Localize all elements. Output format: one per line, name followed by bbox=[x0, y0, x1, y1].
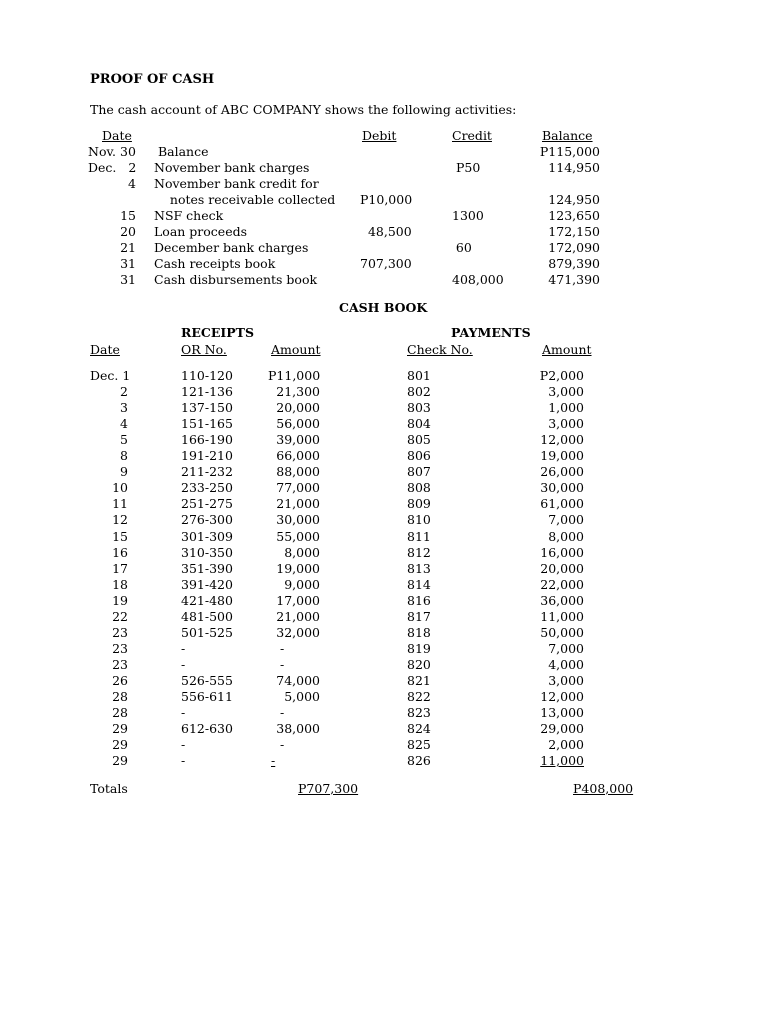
activity-balance: 172,090 bbox=[548, 240, 600, 255]
cash-book-row bbox=[0, 384, 768, 400]
cash-book-row bbox=[0, 448, 768, 464]
cb-check-no: 809 bbox=[407, 496, 431, 511]
cb-receipt-amount: 21,000 bbox=[276, 609, 320, 624]
cash-book-row bbox=[0, 689, 768, 705]
cb-date: 5 bbox=[120, 432, 128, 447]
cb-payment-amount: 11,000 bbox=[540, 753, 584, 768]
cb-date: 17 bbox=[112, 561, 128, 576]
activity-balance: 114,950 bbox=[548, 160, 600, 175]
cb-receipt-amount: 17,000 bbox=[276, 593, 320, 608]
cb-or-no: 166-190 bbox=[181, 432, 233, 447]
totals-row bbox=[0, 781, 768, 797]
cb-check-no: 810 bbox=[407, 512, 431, 527]
cb-check-no: 817 bbox=[407, 609, 431, 624]
activity-date: 31 bbox=[120, 272, 136, 287]
cb-check-no: 820 bbox=[407, 657, 431, 672]
cb-check-no: 801 bbox=[407, 368, 431, 383]
cb-check-no: 823 bbox=[407, 705, 431, 720]
cb-receipt-amount: - bbox=[280, 657, 285, 672]
cb-check-no: 811 bbox=[407, 529, 431, 544]
cb-or-no: - bbox=[181, 753, 186, 768]
cb-receipt-amount: 74,000 bbox=[276, 673, 320, 688]
cb-receipt-amount: - bbox=[271, 753, 276, 768]
cb-receipt-amount: 56,000 bbox=[276, 416, 320, 431]
cb-or-no: 501-525 bbox=[181, 625, 233, 640]
cb-or-no: 121-136 bbox=[181, 384, 233, 399]
cb-date: 23 bbox=[112, 641, 128, 656]
cb-or-no: - bbox=[181, 705, 186, 720]
cb-or-no: 191-210 bbox=[181, 448, 233, 463]
cb-check-no: 821 bbox=[407, 673, 431, 688]
payments-label: PAYMENTS bbox=[451, 325, 531, 340]
cash-book-header bbox=[0, 342, 768, 358]
cb-check-no: 825 bbox=[407, 737, 431, 752]
cb-payment-amount: 3,000 bbox=[548, 673, 584, 688]
cb-date: 4 bbox=[120, 416, 128, 431]
activity-credit: P50 bbox=[456, 160, 481, 175]
activity-debit-header: Debit bbox=[362, 128, 397, 143]
cb-or-no: 276-300 bbox=[181, 512, 233, 527]
total-receipts: P707,300 bbox=[298, 781, 359, 796]
cb-date: 11 bbox=[112, 496, 128, 511]
cb-check-no: 819 bbox=[407, 641, 431, 656]
cb-or-no: 481-500 bbox=[181, 609, 233, 624]
cb-check-no: 808 bbox=[407, 480, 431, 495]
activity-date: 15 bbox=[120, 208, 136, 223]
cb-date: 29 bbox=[112, 753, 128, 768]
cb-or-no: 421-480 bbox=[181, 593, 233, 608]
cb-payment-amount: 3,000 bbox=[548, 416, 584, 431]
cb-or-no: - bbox=[181, 641, 186, 656]
activity-date-header: Date bbox=[102, 128, 132, 143]
cash-book-row bbox=[0, 464, 768, 480]
activity-desc: NSF check bbox=[154, 208, 224, 223]
activity-date: Nov. 30 bbox=[88, 144, 136, 159]
activity-balance-header: Balance bbox=[542, 128, 593, 143]
cb-date: 29 bbox=[112, 721, 128, 736]
cb-payment-amount: 20,000 bbox=[540, 561, 584, 576]
activity-balance: 471,390 bbox=[548, 272, 600, 287]
cb-check-header: Check No. bbox=[407, 342, 473, 357]
activity-debit: 707,300 bbox=[360, 256, 412, 271]
cb-payment-amount: 12,000 bbox=[540, 432, 584, 447]
cb-date: 16 bbox=[112, 545, 128, 560]
activity-credit: 1300 bbox=[452, 208, 484, 223]
cb-receipt-amount: 38,000 bbox=[276, 721, 320, 736]
activity-desc: December bank charges bbox=[154, 240, 309, 255]
cb-or-no: 391-420 bbox=[181, 577, 233, 592]
cash-book-title: CASH BOOK bbox=[339, 300, 428, 315]
cb-or-no: 526-555 bbox=[181, 673, 233, 688]
cb-receipt-amount: 21,000 bbox=[276, 496, 320, 511]
cb-receipt-amount: 66,000 bbox=[276, 448, 320, 463]
activity-row bbox=[0, 272, 768, 288]
cb-or-no: - bbox=[181, 737, 186, 752]
cb-or-no: 211-232 bbox=[181, 464, 233, 479]
activity-debit: 48,500 bbox=[360, 224, 412, 239]
activity-row bbox=[0, 240, 768, 256]
cb-receipt-amount: - bbox=[280, 705, 285, 720]
cb-check-no: 805 bbox=[407, 432, 431, 447]
cash-book-row bbox=[0, 609, 768, 625]
cb-receipt-amount: 88,000 bbox=[276, 464, 320, 479]
cb-receipt-amount: 21,300 bbox=[276, 384, 320, 399]
cb-or-no: 110-120 bbox=[181, 368, 233, 383]
intro-text: The cash account of ABC COMPANY shows the following activities: bbox=[90, 102, 517, 117]
cash-book-row bbox=[0, 545, 768, 561]
cb-date: 28 bbox=[112, 689, 128, 704]
activity-date: 4 bbox=[128, 176, 136, 191]
cb-date: 3 bbox=[120, 400, 128, 415]
activity-desc: November bank credit for bbox=[154, 176, 319, 191]
cb-date: 8 bbox=[120, 448, 128, 463]
cash-book-row bbox=[0, 480, 768, 496]
cb-date: 19 bbox=[112, 593, 128, 608]
activity-balance: 124,950 bbox=[548, 192, 600, 207]
cb-date: 29 bbox=[112, 737, 128, 752]
cb-receipt-amount: 55,000 bbox=[276, 529, 320, 544]
activity-credit: 60 bbox=[440, 240, 472, 255]
cb-receipt-amount: - bbox=[280, 641, 285, 656]
cb-payment-amount: 4,000 bbox=[548, 657, 584, 672]
cb-receipt-amount: 77,000 bbox=[276, 480, 320, 495]
cash-book-row bbox=[0, 673, 768, 689]
cb-date: 2 bbox=[120, 384, 128, 399]
cb-payment-amount: 61,000 bbox=[540, 496, 584, 511]
activity-desc: November bank charges bbox=[154, 160, 310, 175]
activity-desc: Cash disbursements book bbox=[154, 272, 318, 287]
cb-or-no: 612-630 bbox=[181, 721, 233, 736]
activity-credit-header: Credit bbox=[452, 128, 492, 143]
cb-payment-amount: 19,000 bbox=[540, 448, 584, 463]
cb-check-no: 813 bbox=[407, 561, 431, 576]
activity-desc: Loan proceeds bbox=[154, 224, 248, 239]
cash-book-row bbox=[0, 561, 768, 577]
activity-row bbox=[0, 224, 768, 240]
cb-payment-amount: 3,000 bbox=[548, 384, 584, 399]
cb-date: 18 bbox=[112, 577, 128, 592]
cb-payment-amount: 2,000 bbox=[548, 737, 584, 752]
cb-receipt-amount: 8,000 bbox=[284, 545, 320, 560]
cb-amount-header: Amount bbox=[271, 342, 321, 357]
cb-payment-amount-header: Amount bbox=[542, 342, 592, 357]
activity-row bbox=[0, 256, 768, 272]
cb-receipt-amount: 32,000 bbox=[276, 625, 320, 640]
cash-book-row bbox=[0, 529, 768, 545]
cb-receipt-amount: 30,000 bbox=[276, 512, 320, 527]
cb-receipt-amount: P11,000 bbox=[268, 368, 321, 383]
cb-check-no: 804 bbox=[407, 416, 431, 431]
cash-book-row bbox=[0, 721, 768, 737]
cash-book-row bbox=[0, 753, 768, 769]
cb-check-no: 814 bbox=[407, 577, 431, 592]
cb-check-no: 826 bbox=[407, 753, 431, 768]
activity-row bbox=[0, 208, 768, 224]
cb-or-no: - bbox=[181, 657, 186, 672]
cb-or-no: 151-165 bbox=[181, 416, 233, 431]
total-payments: P408,000 bbox=[573, 781, 634, 796]
cash-book-row bbox=[0, 641, 768, 657]
cash-book-row bbox=[0, 416, 768, 432]
cb-date: 23 bbox=[112, 657, 128, 672]
cb-or-no: 251-275 bbox=[181, 496, 233, 511]
cb-receipt-amount: 5,000 bbox=[284, 689, 320, 704]
cb-date: 22 bbox=[112, 609, 128, 624]
cb-payment-amount: 26,000 bbox=[540, 464, 584, 479]
cb-payment-amount: 11,000 bbox=[540, 609, 584, 624]
cb-receipt-amount: 20,000 bbox=[276, 400, 320, 415]
cb-or-no: 137-150 bbox=[181, 400, 233, 415]
cb-check-no: 822 bbox=[407, 689, 431, 704]
cb-date: Dec. 1 bbox=[90, 368, 131, 383]
activity-date: Dec. 2 bbox=[88, 160, 137, 175]
cb-check-no: 803 bbox=[407, 400, 431, 415]
activity-date: 21 bbox=[120, 240, 136, 255]
cb-payment-amount: 12,000 bbox=[540, 689, 584, 704]
cash-book-row bbox=[0, 625, 768, 641]
activity-row bbox=[0, 144, 768, 160]
cash-book-row bbox=[0, 657, 768, 673]
cb-or-no: 310-350 bbox=[181, 545, 233, 560]
cash-book-row bbox=[0, 593, 768, 609]
activity-balance: P115,000 bbox=[539, 144, 600, 159]
cb-or-no: 301-309 bbox=[181, 529, 233, 544]
activity-balance: 123,650 bbox=[548, 208, 600, 223]
cb-check-no: 816 bbox=[407, 593, 431, 608]
cash-book-row bbox=[0, 737, 768, 753]
activity-credit: 408,000 bbox=[452, 272, 504, 287]
activity-balance: 172,150 bbox=[548, 224, 600, 239]
receipts-label: RECEIPTS bbox=[181, 325, 254, 340]
cash-book-row bbox=[0, 512, 768, 528]
cb-check-no: 807 bbox=[407, 464, 431, 479]
cash-book-row bbox=[0, 577, 768, 593]
cb-payment-amount: 29,000 bbox=[540, 721, 584, 736]
cb-payment-amount: 7,000 bbox=[548, 641, 584, 656]
cb-receipt-amount: - bbox=[280, 737, 285, 752]
cb-payment-amount: 22,000 bbox=[540, 577, 584, 592]
activity-header bbox=[0, 128, 768, 144]
cb-payment-amount: 8,000 bbox=[548, 529, 584, 544]
cb-or-no: 233-250 bbox=[181, 480, 233, 495]
cb-receipt-amount: 19,000 bbox=[276, 561, 320, 576]
cb-payment-amount: 30,000 bbox=[540, 480, 584, 495]
cb-receipt-amount: 39,000 bbox=[276, 432, 320, 447]
cb-check-no: 802 bbox=[407, 384, 431, 399]
activity-date: 31 bbox=[120, 256, 136, 271]
cb-payment-amount: 1,000 bbox=[548, 400, 584, 415]
page-title: PROOF OF CASH bbox=[90, 72, 215, 87]
cb-receipt-amount: 9,000 bbox=[284, 577, 320, 592]
cb-check-no: 818 bbox=[407, 625, 431, 640]
cb-date: 12 bbox=[112, 512, 128, 527]
cb-payment-amount: 16,000 bbox=[540, 545, 584, 560]
activity-row bbox=[0, 176, 768, 192]
cash-book-row bbox=[0, 496, 768, 512]
cb-date: 15 bbox=[112, 529, 128, 544]
activity-desc: notes receivable collected bbox=[154, 192, 336, 207]
cb-date: 28 bbox=[112, 705, 128, 720]
activity-date: 20 bbox=[120, 224, 136, 239]
cb-or-no: 351-390 bbox=[181, 561, 233, 576]
cb-payment-amount: 36,000 bbox=[540, 593, 584, 608]
cash-book-row bbox=[0, 368, 768, 384]
cb-or-no: 556-611 bbox=[181, 689, 233, 704]
cb-payment-amount: P2,000 bbox=[539, 368, 584, 383]
activity-debit: P10,000 bbox=[360, 192, 413, 207]
activity-row bbox=[0, 160, 768, 176]
cb-check-no: 812 bbox=[407, 545, 431, 560]
totals-label: Totals bbox=[90, 781, 128, 796]
cb-check-no: 806 bbox=[407, 448, 431, 463]
cb-check-no: 824 bbox=[407, 721, 431, 736]
cash-book-row bbox=[0, 400, 768, 416]
cb-date: 23 bbox=[112, 625, 128, 640]
activity-desc: Cash receipts book bbox=[154, 256, 276, 271]
cb-payment-amount: 7,000 bbox=[548, 512, 584, 527]
cb-payment-amount: 50,000 bbox=[540, 625, 584, 640]
cb-date: 26 bbox=[112, 673, 128, 688]
cb-date-header: Date bbox=[90, 342, 120, 357]
activity-row bbox=[0, 192, 768, 208]
cb-date: 10 bbox=[112, 480, 128, 495]
activity-balance: 879,390 bbox=[548, 256, 600, 271]
cb-or-header: OR No. bbox=[181, 342, 227, 357]
cash-book-row bbox=[0, 705, 768, 721]
cb-payment-amount: 13,000 bbox=[540, 705, 584, 720]
cash-book-row bbox=[0, 432, 768, 448]
activity-desc: Balance bbox=[154, 144, 209, 159]
cb-date: 9 bbox=[120, 464, 128, 479]
